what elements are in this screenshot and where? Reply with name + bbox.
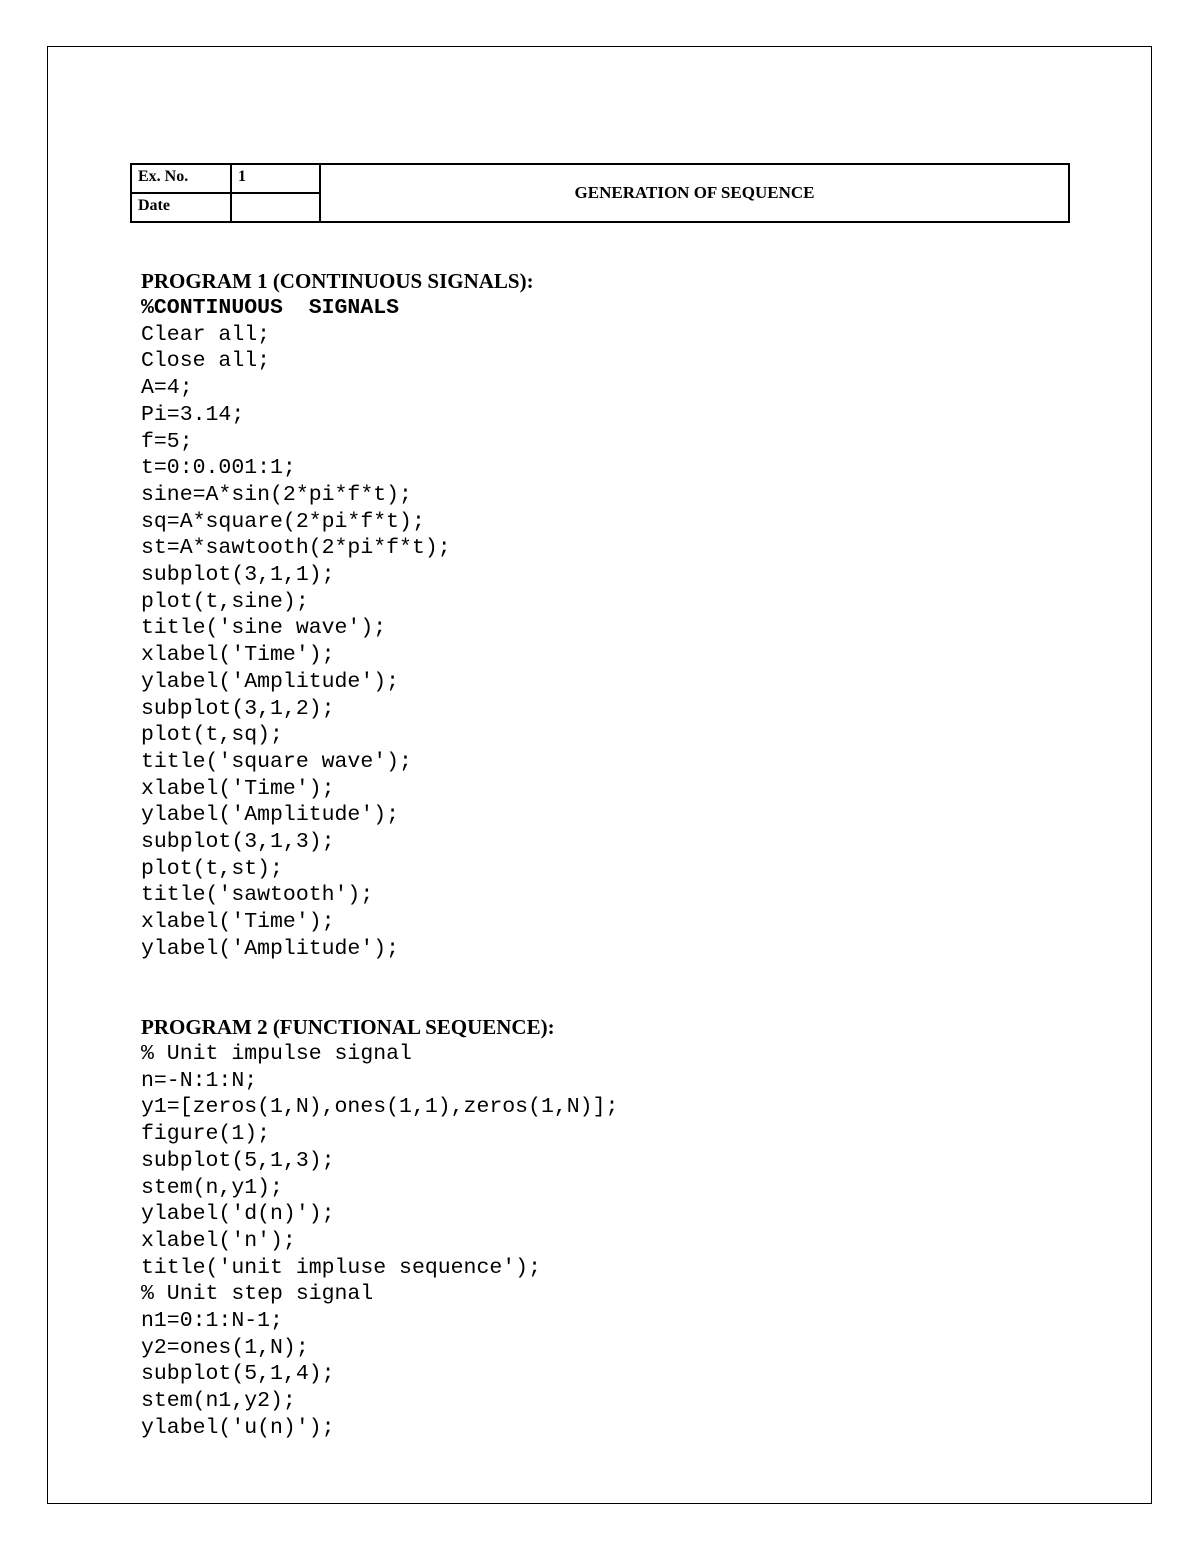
code-line: ylabel('Amplitude'); (141, 669, 400, 694)
code-line: ylabel('u(n)'); (141, 1415, 335, 1440)
code-line: ylabel('d(n)'); (141, 1202, 335, 1227)
code-line: % Unit step signal (141, 1282, 374, 1307)
experiment-title: GENERATION OF SEQUENCE (320, 164, 1069, 222)
code-line: subplot(3,1,2); (141, 696, 335, 721)
program-1-heading: PROGRAM 1 (CONTINUOUS SIGNALS): (141, 269, 534, 293)
code-line: A=4; (141, 376, 193, 401)
code-line: xlabel('Time'); (141, 643, 335, 668)
ex-no-value: 1 (231, 164, 320, 193)
code-line: subplot(3,1,3); (141, 830, 335, 855)
code-line: ylabel('Amplitude'); (141, 803, 400, 828)
code-line: n1=0:1:N-1; (141, 1309, 283, 1334)
program-2-heading: PROGRAM 2 (FUNCTIONAL SEQUENCE): (141, 1015, 555, 1039)
code-line: f=5; (141, 429, 193, 454)
code-line: Close all; (141, 349, 271, 374)
code-line: title('sawtooth'); (141, 883, 374, 908)
code-line: % Unit impulse signal (141, 1042, 412, 1066)
code-line: Clear all; (141, 322, 271, 347)
code-line: title('sine wave'); (141, 616, 387, 641)
code-line: subplot(3,1,1); (141, 563, 335, 588)
program-1-comment: %CONTINUOUS SIGNALS (141, 296, 400, 320)
code-line: plot(t,sine); (141, 589, 309, 614)
program-2-section (141, 1014, 618, 1442)
experiment-header-table (130, 163, 1070, 223)
code-line: sine=A*sin(2*pi*f*t); (141, 482, 412, 507)
code-line: y2=ones(1,N); (141, 1335, 309, 1360)
code-line: st=A*sawtooth(2*pi*f*t); (141, 536, 451, 561)
date-label: Date (131, 193, 231, 222)
code-line: title('unit impluse sequence'); (141, 1255, 541, 1280)
code-line: stem(n,y1); (141, 1175, 283, 1200)
code-line: ylabel('Amplitude'); (141, 936, 400, 961)
code-line: sq=A*square(2*pi*f*t); (141, 509, 425, 534)
code-line: t=0:0.001:1; (141, 456, 296, 481)
code-line: title('square wave'); (141, 749, 412, 774)
code-line: n=-N:1:N; (141, 1068, 258, 1093)
code-line: subplot(5,1,3); (141, 1148, 335, 1173)
code-line: Pi=3.14; (141, 402, 245, 427)
code-line: xlabel('n'); (141, 1228, 296, 1253)
code-line: subplot(5,1,4); (141, 1362, 335, 1387)
code-line: xlabel('Time'); (141, 776, 335, 801)
code-line: plot(t,st); (141, 856, 283, 881)
program-1-section (141, 268, 534, 963)
date-value (231, 193, 320, 222)
code-line: xlabel('Time'); (141, 910, 335, 935)
code-line: stem(n1,y2); (141, 1389, 296, 1414)
ex-no-label: Ex. No. (131, 164, 231, 193)
code-line: y1=[zeros(1,N),ones(1,1),zeros(1,N)]; (141, 1095, 619, 1120)
code-line: plot(t,sq); (141, 723, 283, 748)
code-line: figure(1); (141, 1122, 271, 1147)
